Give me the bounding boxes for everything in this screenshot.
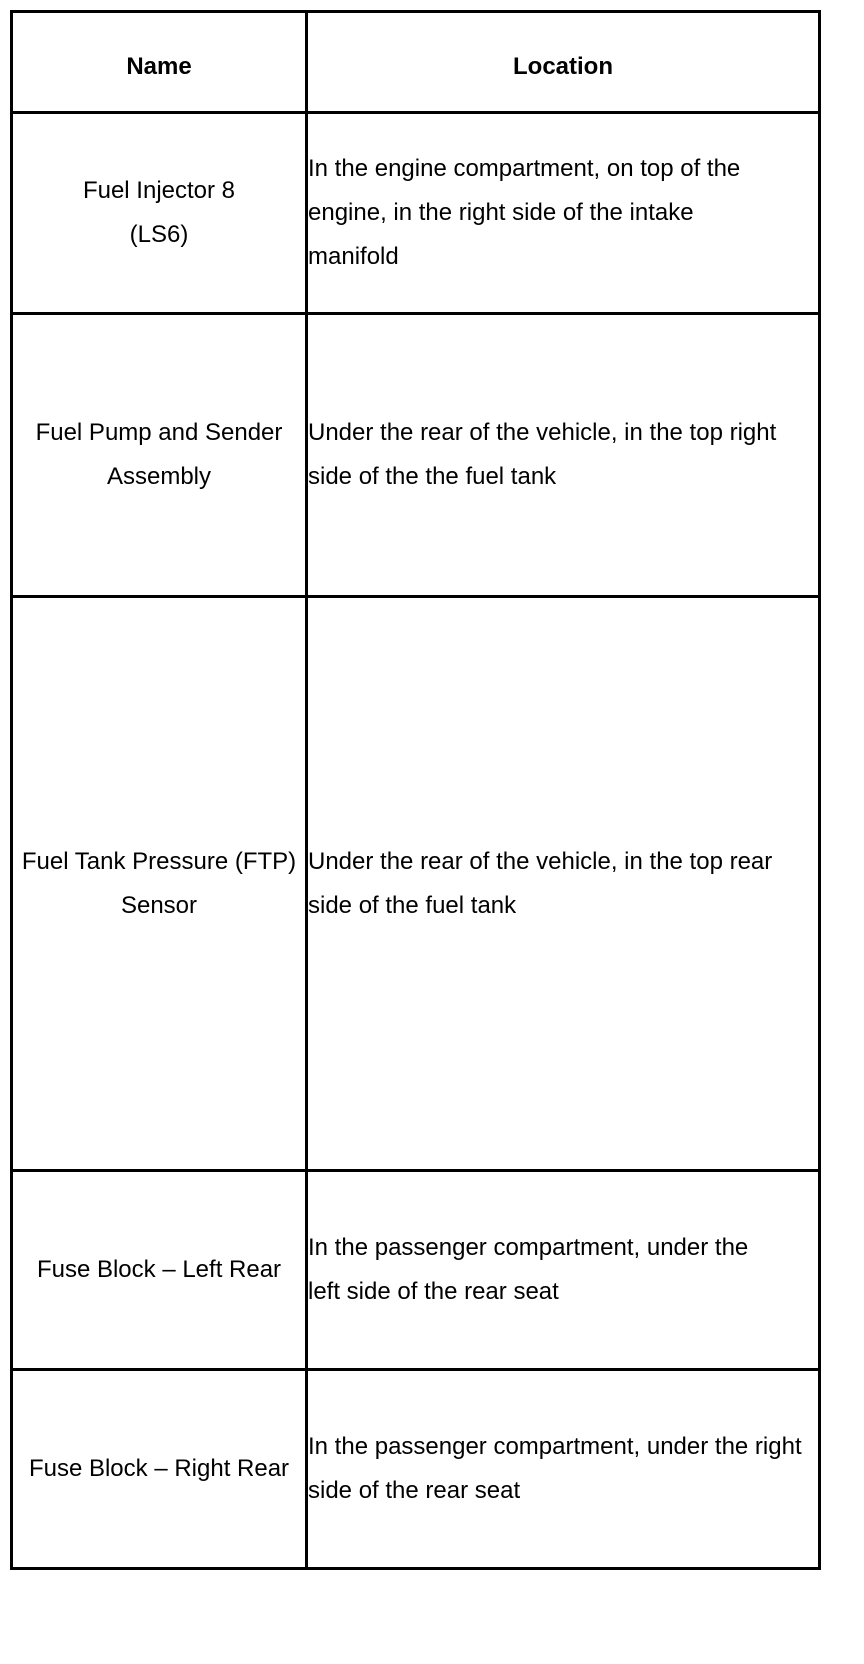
component-name-cell — [12, 1370, 307, 1569]
component-name: Fuel Tank Pressure (FTP) Sensor — [21, 847, 297, 919]
component-name-cell — [12, 597, 307, 1171]
component-location: In the engine compartment, on top of the engine, in the right side of the intake manifold — [308, 155, 741, 270]
table-row — [12, 113, 820, 314]
table-row — [12, 1171, 820, 1370]
component-name-cell — [12, 1171, 307, 1370]
component-location: In the passenger compartment, under the left side of the rear seat — [308, 1234, 749, 1305]
component-location-cell — [307, 597, 820, 1171]
component-location-cell — [307, 113, 820, 314]
component-location: Under the rear of the vehicle, in the top right side of the the fuel tank — [308, 419, 777, 490]
component-location-cell — [307, 314, 820, 597]
component-name-cell — [12, 314, 307, 597]
table-row — [12, 597, 820, 1171]
table-row — [12, 314, 820, 597]
table-row — [12, 1370, 820, 1569]
component-name: Fuse Block – Right Rear — [28, 1455, 290, 1482]
column-header-name: Name — [12, 12, 307, 113]
component-name: Fuel Pump and Sender Assembly — [35, 419, 283, 490]
component-location-cell — [307, 1171, 820, 1370]
component-location-cell — [307, 1370, 820, 1569]
table-header-row — [12, 12, 820, 113]
component-name-cell — [12, 113, 307, 314]
component-locator-table — [10, 10, 821, 1570]
component-name: Fuel Injector 8 (LS6) — [82, 177, 236, 248]
component-location: Under the rear of the vehicle, in the top rear side of the fuel tank — [308, 847, 773, 919]
component-location: In the passenger compartment, under the right side of the rear seat — [308, 1433, 802, 1504]
column-header-location: Location — [307, 12, 820, 113]
component-name: Fuse Block – Left Rear — [36, 1256, 282, 1283]
